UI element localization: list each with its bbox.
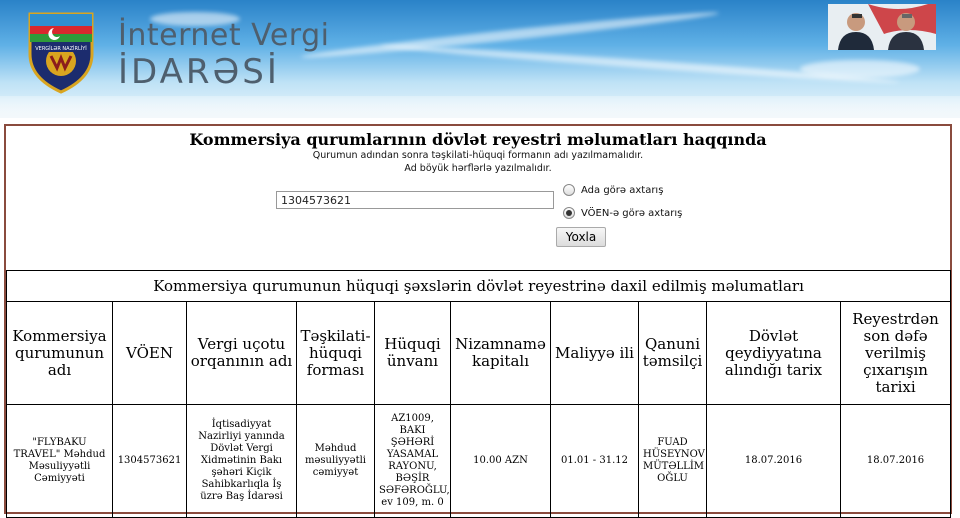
content-frame	[4, 124, 952, 514]
table-header-row	[7, 302, 951, 405]
search-panel	[6, 126, 950, 270]
header-legal-form: Təşkilati-hüquqi forması	[297, 302, 375, 405]
header-voen: VÖEN	[113, 302, 187, 405]
cell-legal-address: AZ1009, BAKI ŞƏHƏRİ YASAMAL RAYONU, BƏŞİR SƏFƏROĞLU, ev 109, m. 0	[375, 405, 451, 518]
search-heading: Kommersiya qurumlarının dövlət reyestri məlumatları haqqında	[189, 130, 767, 149]
table-row	[7, 405, 951, 518]
cell-registration-date: 18.07.2016	[707, 405, 841, 518]
site-title-line1: İnternet Vergi	[118, 18, 330, 53]
radio-name-button[interactable]	[563, 184, 575, 196]
banner-cloud	[800, 60, 920, 78]
radio-search-by-name[interactable]	[563, 184, 663, 196]
header-company-name: Kommersiya qurumunun adı	[7, 302, 113, 405]
cell-legal-representative: FUAD HÜSEYNOV MÜTƏLLİM OĞLU	[639, 405, 707, 518]
cell-voen: 1304573621	[113, 405, 187, 518]
header-last-extract-date: Reyestrdən son dəfə verilmiş çıxarışın tarixi	[841, 302, 951, 405]
cell-tax-authority: İqtisadiyyat Nazirliyi yanında Dövlət Vergi Xidmətinin Bakı şəhəri Kiçik Sahibkarlıqla İş üzrə Baş İdarəsi	[187, 405, 297, 518]
cell-charter-capital: 10.00 AZN	[451, 405, 551, 518]
header-legal-address: Hüquqi ünvanı	[375, 302, 451, 405]
radio-voen-label: VÖEN-ə görə axtarış	[581, 207, 683, 219]
search-note-1: Qurumun adından sonra təşkilati-hüquqi formanın adı yazılmamalıdır.	[312, 150, 644, 161]
radio-name-label: Ada görə axtarış	[581, 184, 664, 196]
header-fiscal-year: Maliyyə ili	[551, 302, 639, 405]
site-title-line2: İDARƏSİ	[118, 52, 280, 92]
results-table	[6, 270, 951, 518]
header-registration-date: Dövlət qeydiyyatına alındığı tarix	[707, 302, 841, 405]
cell-fiscal-year: 01.01 - 31.12	[551, 405, 639, 518]
search-input[interactable]	[276, 191, 554, 209]
header-charter-capital: Nizamnamə kapitalı	[451, 302, 551, 405]
emblem-label: VERGİLƏR NAZİRLİYİ	[35, 46, 87, 52]
search-note-2: Ad böyük hərflərlə yazılmalıdır.	[404, 163, 552, 174]
check-button[interactable]: Yoxla	[556, 227, 606, 247]
cell-legal-form: Məhdud məsuliyyətli cəmiyyət	[297, 405, 375, 518]
banner-ground	[0, 96, 960, 118]
radio-search-by-voen[interactable]	[563, 207, 682, 219]
header-banner	[0, 0, 960, 118]
header-legal-representative: Qanuni təmsilçi	[639, 302, 707, 405]
header-tax-authority: Vergi uçotu orqanının adı	[187, 302, 297, 405]
cell-company-name: "FLYBAKU TRAVEL" Məhdud Məsuliyyətli Cəmiyyəti	[7, 405, 113, 518]
results-caption: Kommersiya qurumunun hüquqi şəxslərin dövlət reyestrinə daxil edilmiş məlumatları	[7, 271, 951, 302]
officials-photo-icon	[828, 4, 936, 50]
cell-last-extract-date: 18.07.2016	[841, 405, 951, 518]
ministry-emblem-icon[interactable]	[24, 6, 98, 94]
radio-voen-button[interactable]	[563, 207, 575, 219]
